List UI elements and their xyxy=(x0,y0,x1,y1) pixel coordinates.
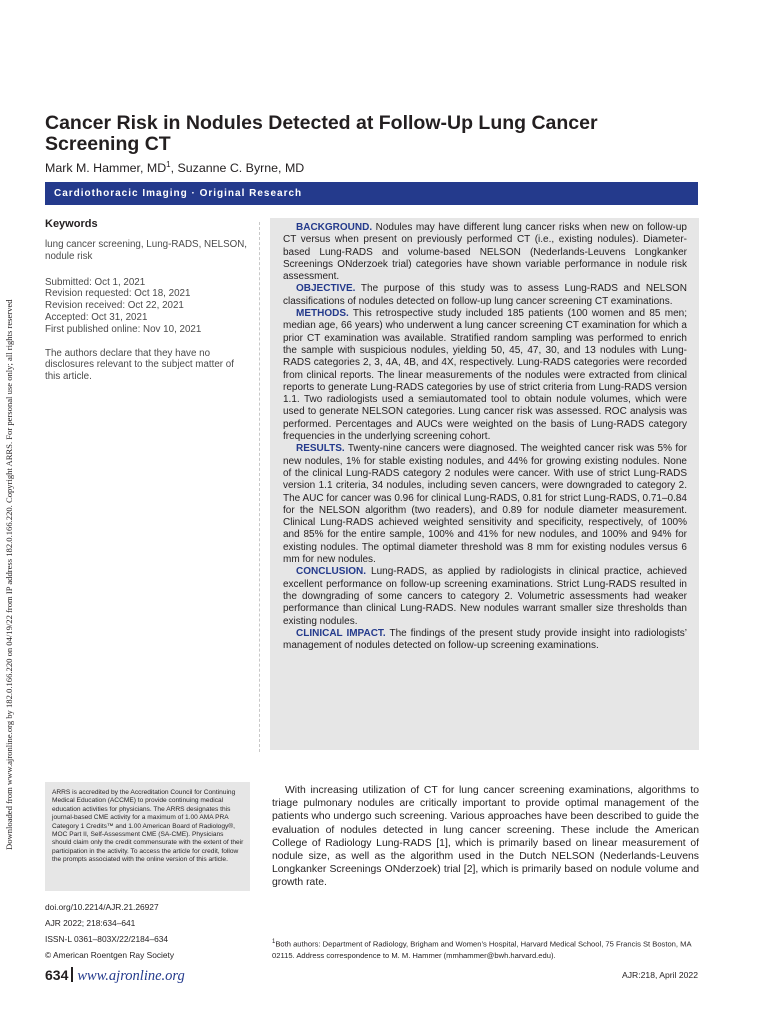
objective-text: The purpose of this study was to assess Lung-RADS and NELSON classifications of nodules detected on follow-up lung cancer screening CT examinations. xyxy=(283,283,687,307)
section-banner: Cardiothoracic Imaging · Original Research xyxy=(45,182,698,205)
intro-paragraph: With increasing utilization of CT for lung cancer screening examinations, algorithms to triage pulmonary nodules are critically important to provide optimal management of the patients who undergo such screening. Various approaches have been described to guide the evaluation of nodules detected in lung cancer screening. These include the American College of Radiology Lung-RADS [1], which is primarily based on linear measurement of nodule size, as well as the algorithm used in the Dutch NELSON (Nederlands-Leuvens Longkanker Screenings ONderzoek) trial [2], which is primarily based on nodule volume and growth rate. xyxy=(272,785,699,889)
objective-label: OBJECTIVE. xyxy=(296,283,356,295)
author-1: Mark M. Hammer, MD xyxy=(45,161,167,176)
publication-info xyxy=(45,899,255,963)
issue-label: AJR:218, April 2022 xyxy=(622,970,698,980)
download-watermark-text: Downloaded from www.ajronline.org by 182.0.166.220 on 04/19/22 from IP address 182.0.166.220. Copyright ARRS. For personal use only; all rights reserved xyxy=(4,299,14,850)
date-revision-received: Revision received: Oct 22, 2021 xyxy=(45,300,184,312)
abstract-methods xyxy=(283,308,687,443)
keywords-list: lung cancer screening, Lung-RADS, NELSON, nodule risk xyxy=(45,239,248,262)
date-revision-requested: Revision requested: Oct 18, 2021 xyxy=(45,288,191,300)
cme-box xyxy=(45,782,250,891)
methods-label: METHODS. xyxy=(296,308,349,320)
copyright: © American Roentgen Ray Society xyxy=(45,950,175,960)
conclusion-text: Lung-RADS, as applied by radiologists in clinical practice, achieved excellent performance on follow-up screening examinations. Strict Lung-RADS resulted in the downgrading of some cancers to category 2. Volumetric assessments had weaker performance than clinical Lung-RADS. New nodules warrant smaller size thresholds than existing nodules. xyxy=(283,566,687,627)
doi: doi.org/10.2214/AJR.21.26927 xyxy=(45,902,159,912)
download-watermark xyxy=(3,170,15,850)
footnote-text: Both authors: Department of Radiology, Brigham and Women’s Hospital, Harvard Medical School, 75 Francis St Boston, MA 02115. Address correspondence to M. M. Hammer (mmhammer@bwh.harvard.edu). xyxy=(272,939,692,961)
citation: AJR 2022; 218:634–641 xyxy=(45,918,136,928)
article-title: Cancer Risk in Nodules Detected at Follow-Up Lung Cancer Screening CT xyxy=(45,112,598,155)
results-text: Twenty-nine cancers were diagnosed. The weighted cancer risk was 5% for new nodules, 1% for stable existing nodules, and 44% for growing existing nodules. None of the clinical Lung-RADS category 2 nodules were cancer. With use of strict Lung-RADS version 1.1 criteria, 34 nodules, including seven cancers, were downgraded to category 2. The AUC for cancer was 0.96 for clinical Lung-RADS, 0.81 for strict Lung-RADS, 0.71–0.84 for the NELSON algorithm (two readers), and 0.89 for nodule diameter measurement. Clinical Lung-RADS achieved weighted sensitivity and specificity, respectively, of 100% and 85% for the entire sample, 100% and 41% for new nodules, and 100% and 94% for existing nodules. The optimal diameter threshold was 8 mm for existing nodules versus 6 mm for new nodules. xyxy=(283,443,687,566)
abstract-conclusion xyxy=(283,566,687,627)
article-dates xyxy=(45,277,250,336)
cme-text: ARRS is accredited by the Accreditation Council for Continuing Medical Education (ACCME) to provide continuing medical education activities for physicians. The ARRS designates this journal-based CME activity for a maximum of 1.00 AMA PRA Category 1 Credits™ and 1.00 American Board of Radiology®, MOC Part II, Self-Assessment CME (SA-CME). Physicians should claim only the credit commensurate with the extent of their participation in the activity. To access the article for credit, follow the prompts associated with the online version of this article. xyxy=(52,789,244,864)
date-accepted: Accepted: Oct 31, 2021 xyxy=(45,311,148,323)
abstract-background xyxy=(283,222,687,283)
abstract-box xyxy=(270,218,699,750)
affiliation-footnote xyxy=(272,937,699,962)
issn: ISSN-L 0361–803X/22/2184–634 xyxy=(45,934,169,944)
abstract-objective xyxy=(283,283,687,308)
sidebar xyxy=(45,218,250,383)
author-2: , Suzanne C. Byrne, MD xyxy=(170,161,305,176)
clinical-impact-label: CLINICAL IMPACT. xyxy=(296,627,386,639)
page-footer xyxy=(45,965,185,985)
background-label: BACKGROUND. xyxy=(296,222,373,233)
date-published-online: First published online: Nov 10, 2021 xyxy=(45,323,202,335)
results-label: RESULTS. xyxy=(296,443,345,455)
conclusion-label: CONCLUSION. xyxy=(296,566,366,578)
page-number: 634 xyxy=(45,967,69,983)
author-affiliation-mark: 1 xyxy=(166,160,171,169)
disclosure-statement: The authors declare that they have no disclosures relevant to the subject matter of this article. xyxy=(45,347,234,383)
keywords-heading: Keywords xyxy=(45,218,98,230)
date-submitted: Submitted: Oct 1, 2021 xyxy=(45,276,146,288)
abstract-clinical-impact xyxy=(283,628,687,653)
journal-site-link[interactable]: www.ajronline.org xyxy=(77,968,185,984)
author-line xyxy=(45,158,304,175)
methods-text: This retrospective study included 185 patients (100 women and 85 men; median age, 66 years) who underwent a lung cancer screening CT examination for which a prior CT examination was available. Stratified random sampling was performed to enrich the sample with suspicious nodules, yielding 50, 45, 47, 30, and 13 nodules with Lung-RADS categories 2, 3, 4A, 4B, and 4X, respectively. Lung-RADS categories were recorded from clinical reports. The linear measurements of the nodules were extracted from clinical reports to generate Lung-RADS categories by use of strict criteria from Lung-RADS version 1.1. Two radiologists used a semiautomated tool to obtain nodule volumes, which were used to generate NELSON categories. Lung cancer risk was assessed. ROC analysis was performed. Percentages and AUCs were weighted on the basis of Lung-RADS category frequencies in the underlying screening cohort. xyxy=(283,308,687,443)
abstract-results xyxy=(283,443,687,566)
column-divider xyxy=(259,222,260,752)
clinical-impact-text: The findings of the present study provide insight into radiologists’ management of nodules detected on follow-up screening examinations. xyxy=(283,627,687,652)
background-text: Nodules may have different lung cancer risks when new on follow-up CT versus when present on previously performed CT (i.e., existing nodules). Diameter-based Lung-RADS and volume-based NELSON (Nederlands-Leuvens Longkanker Screenings ONderzoek trial) categories have shown variable performance in nodule risk assessment. xyxy=(283,222,687,283)
footnote-mark: 1 xyxy=(272,939,276,945)
footer-separator xyxy=(71,967,73,982)
